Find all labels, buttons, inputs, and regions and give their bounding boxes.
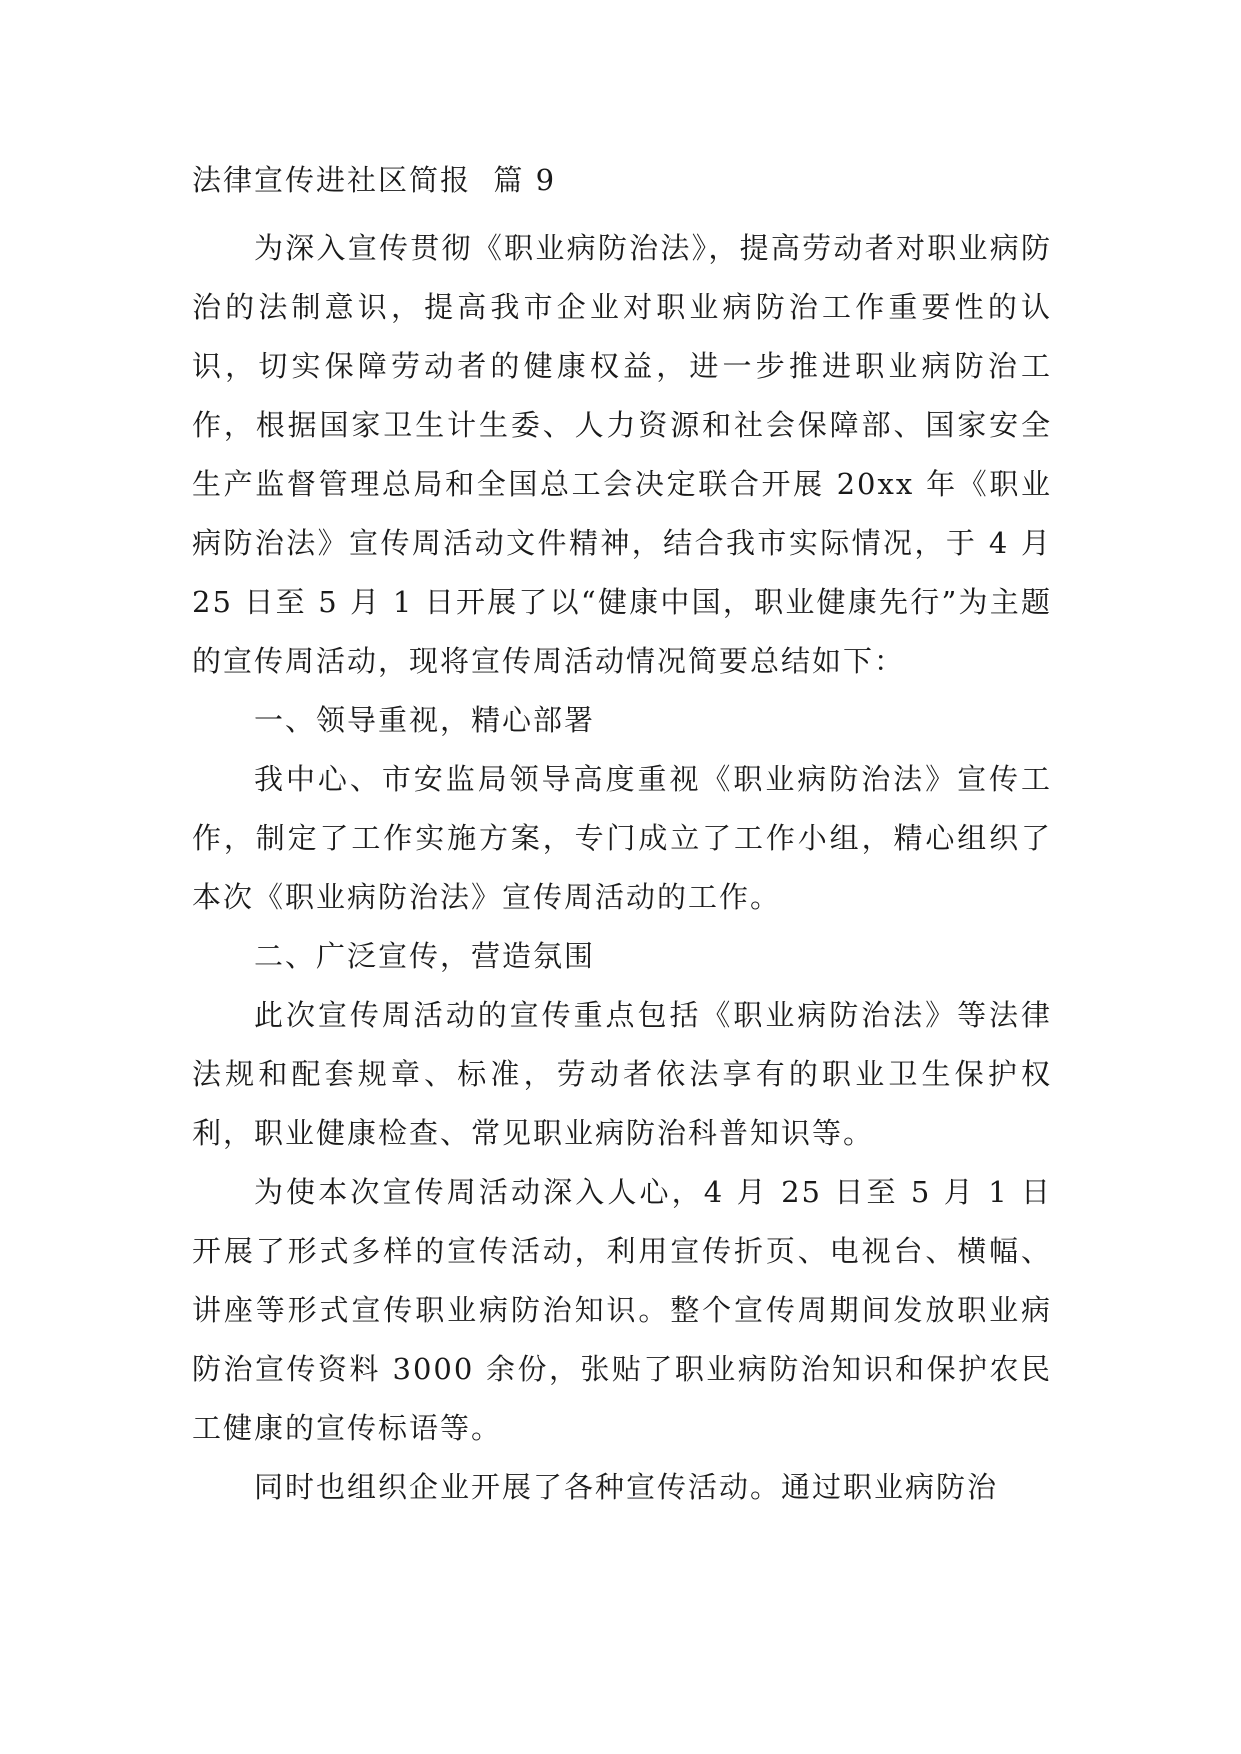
section-heading-1: 一、领导重视，精心部署 [254,703,596,737]
document-title: 法律宣传进社区简报 篇 9 [192,163,557,197]
section-heading-2: 二、广泛宣传，营造氛围 [254,939,596,973]
paragraph-section-2b: 为使本次宣传周活动深入人心，4 月 25 日至 5 月 1 日开展了形式多样的宣传活动，利用宣传折页、电视台、横幅、讲座等形式宣传职业病防治知识。整个宣传周期间发放职业病防治宣传资料 3000 余份，张贴了职业病防治知识和保护农民工健康的宣传标语等。 [192,1175,1052,1445]
paragraph-section-2c: 同时也组织企业开展了各种宣传活动。通过职业病防治 [254,1470,999,1504]
paragraph-section-2a: 此次宣传周活动的宣传重点包括《职业病防治法》等法律法规和配套规章、标准，劳动者依法享有的职业卫生保护权利，职业健康检查、常见职业病防治科普知识等。 [192,998,1052,1150]
paragraph-intro: 为深入宣传贯彻《职业病防治法》，提高劳动者对职业病防治的法制意识，提高我市企业对职业病防治工作重要性的认识，切实保障劳动者的健康权益，进一步推进职业病防治工作，根据国家卫生计生委、人力资源和社会保障部、国家安全生产监督管理总局和全国总工会决定联合开展 20xx 年《职业病防治法》宣传周活动文件精神，结合我市实际情况，于 4 月 25 日至 5 月 1 日开展了以“健康中国，职业健康先行”为主题的宣传周活动，现将宣传周活动情况简要总结如下： [192,231,1052,678]
paragraph-section-1: 我中心、市安监局领导高度重视《职业病防治法》宣传工作，制定了工作实施方案，专门成立了工作小组，精心组织了本次《职业病防治法》宣传周活动的工作。 [192,762,1052,914]
document-body [192,160,1052,1517]
